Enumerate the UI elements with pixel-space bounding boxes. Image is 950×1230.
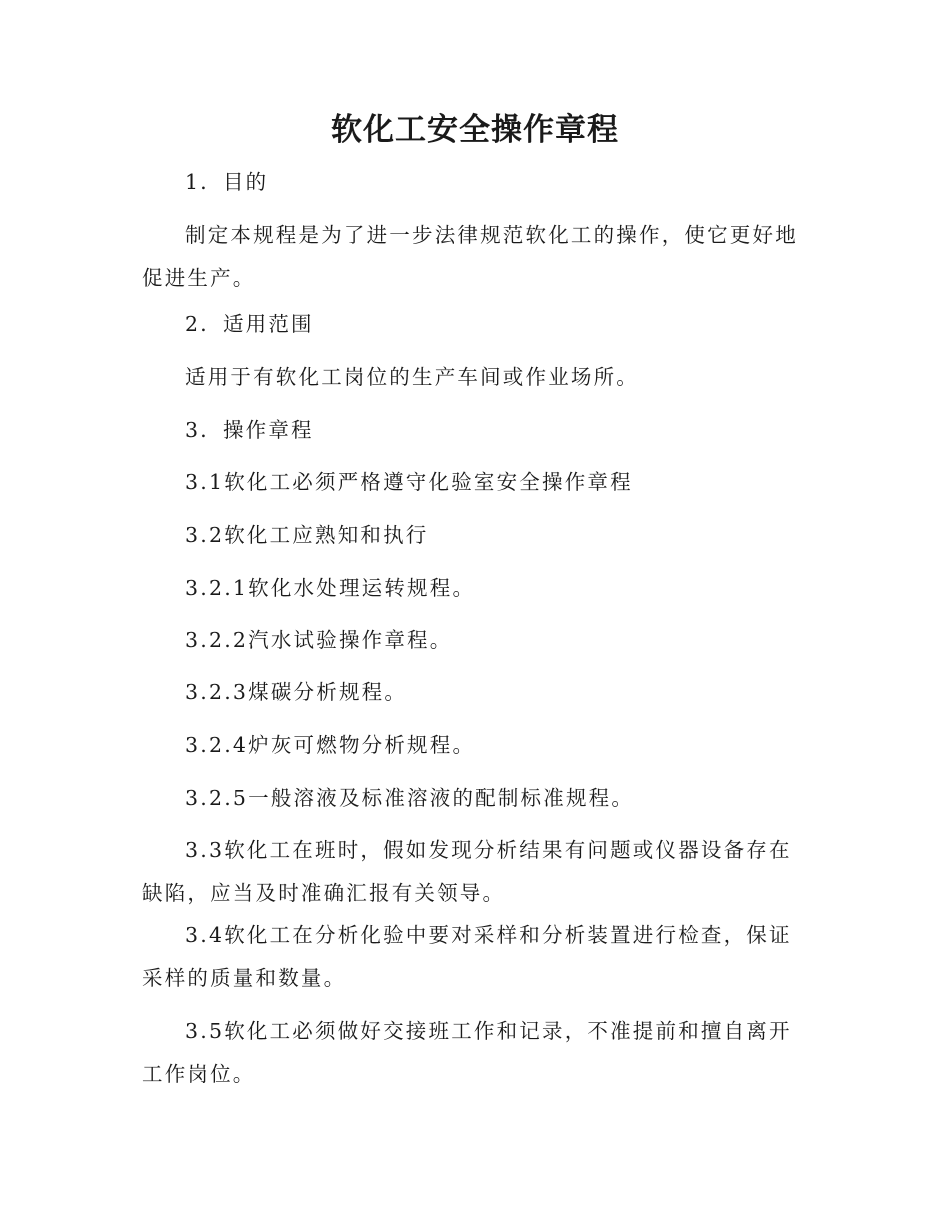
clause-3-2-4: 3.2.4炉灰可燃物分析规程。	[185, 733, 476, 757]
clause-3-2-5: 3.2.5一般溶液及标准溶液的配制标准规程。	[185, 786, 635, 810]
clause-3-5: 3.5软化工必须做好交接班工作和记录，不准提前和擅自离开工作岗位。	[142, 1019, 792, 1086]
section-heading-procedures: 3．操作章程	[185, 418, 314, 442]
clause-3-2: 3.2软化工应熟知和执行	[185, 523, 429, 547]
clause-3-3: 3.3软化工在班时，假如发现分析结果有问题或仪器设备存在缺陷，应当及时准确汇报有关领导。	[142, 838, 792, 905]
paragraph-scope: 适用于有软化工岗位的生产车间或作业场所。	[185, 365, 639, 389]
document-title: 软化工安全操作章程	[331, 112, 619, 148]
section-heading-purpose: 1．目的	[185, 170, 269, 194]
section-heading-scope: 2．适用范围	[185, 312, 314, 336]
clause-3-1: 3.1软化工必须严格遵守化验室安全操作章程	[185, 470, 633, 494]
clause-3-2-3: 3.2.3煤碳分析规程。	[185, 680, 408, 704]
clause-3-2-1: 3.2.1软化水处理运转规程。	[185, 576, 476, 600]
clause-3-2-2: 3.2.2汽水试验操作章程。	[185, 628, 453, 652]
paragraph-purpose: 制定本规程是为了进一步法律规范软化工的操作，使它更好地促进生产。	[142, 223, 798, 290]
clause-3-4: 3.4软化工在分析化验中要对采样和分析装置进行检查，保证采样的质量和数量。	[142, 923, 792, 990]
